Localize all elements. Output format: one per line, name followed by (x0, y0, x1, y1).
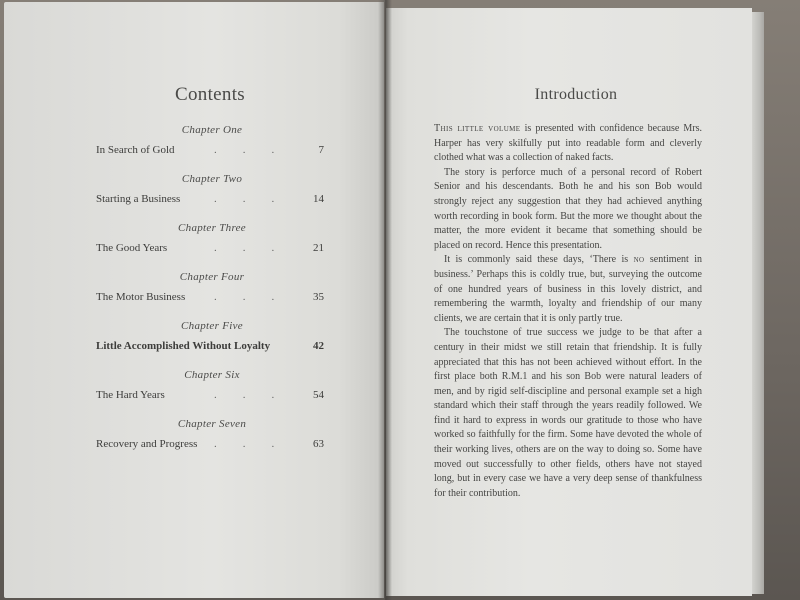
toc-page-number: 7 (318, 144, 324, 156)
toc-chapter-title: Recovery and Progress (96, 438, 198, 450)
toc-entry (92, 222, 332, 271)
toc-leader-dots: ... (214, 389, 301, 401)
contents-title: Contents (175, 84, 245, 105)
intro-paragraph-text: sentiment in business.’ Perhaps this is coldly true, but, surveying the outcome of one hundred years of business in this lovely district, and remembering the warmth, loyalty and friendship of our many clients, we are certain that it is only partly true. (434, 254, 702, 324)
toc-leader-dots: ... (214, 291, 301, 303)
toc-chapter-label: Chapter One (181, 124, 243, 136)
toc-page-number: 42 (313, 340, 324, 352)
toc-chapter-title: Little Accomplished Without Loyalty (96, 340, 271, 352)
intro-paragraph (434, 253, 702, 326)
introduction-body (434, 122, 702, 501)
toc-entry (92, 173, 332, 222)
toc-chapter-label: Chapter Three (178, 222, 246, 234)
toc-chapter-label: Chapter Seven (177, 418, 247, 430)
toc-leader-dots: ... (214, 193, 301, 205)
toc-entry (92, 320, 332, 369)
toc-chapter-label: Chapter Four (179, 271, 245, 283)
intro-paragraph: The touchstone of true success we judge to be that after a century in their midst we still retain that friendship. It is fully appreciated that this has not been achieved without effort. In the first place both R.M.1 and his son Bob were natural leaders of men, and by rigid self-discipline and personal example set a high standard which their staff through the years readily followed. We find it hard to express in words our gratitude to those who have worked so faithfully for the firm. Some have devoted the whole of their working lives, others are on the way to doing so. Some have moved out successfully to other fields, others have not stayed long, but in every case we have a very deep sense of thankfulness for their contribution. (434, 327, 702, 499)
intro-lead-words: This little volume (434, 123, 521, 134)
introduction-title: Introduction (534, 86, 618, 103)
toc-page-number: 63 (313, 438, 324, 450)
toc-chapter-title: The Hard Years (96, 389, 165, 401)
page-edges (752, 12, 764, 594)
toc-chapter-label: Chapter Six (184, 369, 240, 381)
toc-leader-dots: ... (214, 438, 301, 450)
table-of-contents (92, 124, 332, 467)
toc-chapter-title: The Good Years (96, 242, 168, 254)
toc-page-number: 35 (313, 291, 324, 303)
toc-entry (92, 418, 332, 467)
toc-page-number: 14 (313, 193, 324, 205)
toc-chapter-label: Chapter Five (181, 320, 243, 332)
toc-chapter-label: Chapter Two (181, 173, 243, 185)
toc-page-number: 54 (313, 389, 324, 401)
intro-paragraph-text: It is commonly said these days, ‘There is (444, 254, 634, 266)
intro-paragraph-text: is presented with confidence because Mrs. Harper has very skilfully put into readable form and cleverly clothed what was a collection of naked facts. (434, 123, 702, 164)
toc-chapter-title: Starting a Business (96, 193, 181, 205)
toc-leader-dots: ... (214, 242, 301, 254)
toc-leader-dots: ... (214, 144, 301, 156)
intro-paragraph: The story is perforce much of a personal record of Robert Senior and his descendants. Both he and his son Bob would strongly reject any suggestion that they had achieved anything worth recording in book form. But the more we thought about the matter, the more evident it became that something should be placed on record. Hence this presentation. (434, 166, 702, 251)
toc-page-number: 21 (313, 242, 324, 254)
toc-entry (92, 369, 332, 418)
toc-entry (92, 124, 332, 173)
toc-entry (92, 271, 332, 320)
book-gutter (378, 0, 392, 600)
intro-emphasis: no (633, 254, 645, 266)
toc-chapter-title: The Motor Business (96, 291, 186, 303)
toc-chapter-title: In Search of Gold (96, 144, 175, 156)
intro-paragraph (434, 122, 702, 166)
